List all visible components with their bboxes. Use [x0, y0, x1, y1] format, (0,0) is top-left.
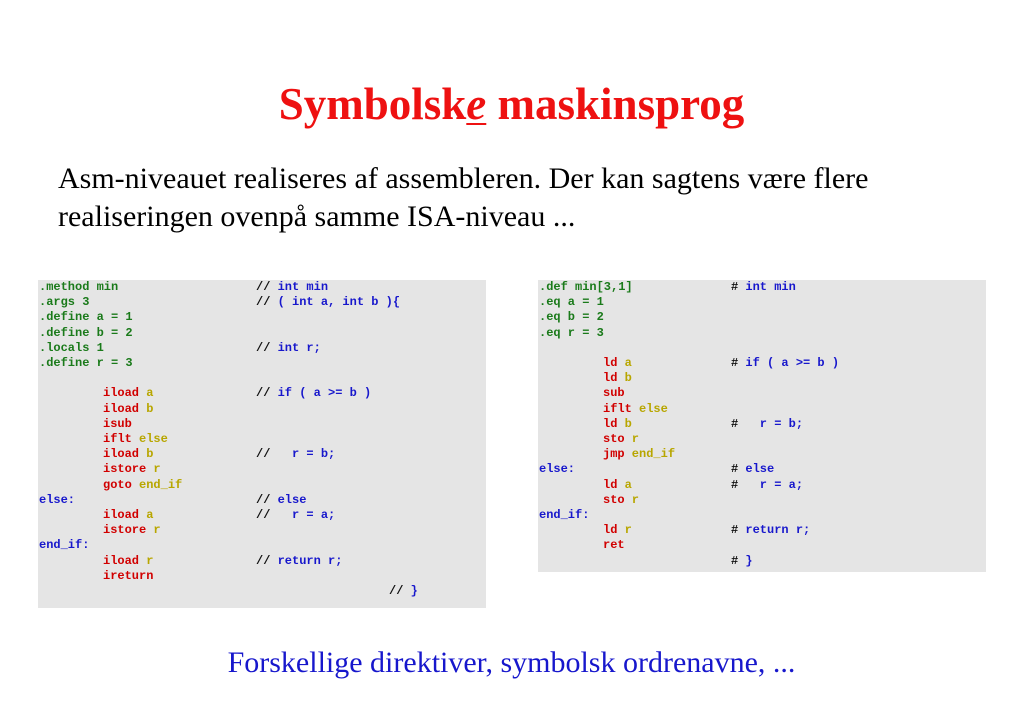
code-argument: b: [617, 416, 632, 431]
code-instruction: [103, 554, 153, 569]
code-line: [38, 478, 486, 493]
code-instruction: [103, 417, 132, 432]
code-line: [538, 310, 986, 325]
comment-text: int min: [738, 280, 796, 294]
code-instruction: [603, 386, 625, 401]
code-argument: else: [131, 432, 168, 446]
comment-text: r = a;: [738, 477, 804, 492]
comment-text: r = b;: [270, 447, 336, 462]
comment-text: }: [738, 553, 753, 568]
comment-marker: //: [389, 584, 404, 598]
code-line: [538, 554, 986, 569]
code-directive: .args 3: [39, 295, 90, 310]
code-comment: [256, 295, 400, 310]
comment-marker: //: [256, 280, 271, 294]
code-opcode: iload: [103, 401, 140, 416]
code-line: [38, 462, 486, 477]
code-instruction: [603, 447, 675, 462]
title-emphasis: e: [466, 79, 487, 129]
code-directive: .eq a = 1: [539, 295, 604, 310]
code-line: [38, 569, 486, 584]
code-opcode: iload: [103, 386, 140, 401]
code-comment: [256, 280, 328, 295]
code-argument: r: [617, 523, 632, 538]
code-line: [38, 402, 486, 417]
comment-marker: //: [256, 553, 271, 568]
code-comment: [256, 447, 335, 462]
code-comment: [389, 584, 418, 599]
code-opcode: ld: [603, 371, 618, 386]
code-argument: b: [139, 401, 154, 416]
comment-marker: //: [256, 492, 271, 507]
ijvm-code-block: [38, 280, 486, 608]
comment-text: int min: [270, 280, 329, 294]
comment-marker: //: [256, 386, 271, 401]
code-comment: [256, 341, 321, 356]
code-argument: r: [146, 462, 161, 477]
comment-marker: //: [256, 340, 271, 355]
code-argument: a: [139, 386, 154, 401]
code-opcode: goto: [103, 477, 132, 492]
code-comment: [731, 554, 753, 569]
code-argument: b: [139, 447, 154, 462]
comment-marker: //: [256, 508, 271, 522]
code-directive: .method min: [39, 280, 119, 294]
comment-marker: //: [256, 447, 271, 462]
code-line: [538, 523, 986, 538]
code-line: [538, 371, 986, 386]
code-comment: [256, 554, 342, 569]
code-opcode: ld: [603, 416, 618, 431]
code-instruction: [603, 371, 632, 386]
code-argument: r: [624, 492, 640, 507]
code-line: [38, 280, 486, 295]
comment-marker: #: [731, 553, 739, 568]
code-directive: .def min[3,1]: [539, 280, 633, 294]
code-line: [38, 310, 486, 325]
code-opcode: sto: [603, 432, 625, 446]
code-comment: [256, 508, 335, 523]
code-instruction: [103, 462, 161, 477]
code-comment: [731, 523, 810, 538]
comment-marker: #: [731, 477, 739, 492]
title-suffix: maskinsprog: [486, 79, 745, 129]
code-line: [38, 538, 486, 553]
code-line: [38, 417, 486, 432]
code-opcode: iload: [103, 447, 140, 462]
code-instruction: [103, 523, 161, 538]
code-comment: [731, 417, 803, 432]
code-label: end_if:: [39, 538, 90, 553]
code-instruction: [103, 447, 153, 462]
code-instruction: [603, 538, 625, 553]
code-line: [538, 295, 986, 310]
code-line: [38, 584, 486, 599]
code-line: [38, 432, 486, 447]
code-opcode: isub: [103, 416, 132, 431]
code-instruction: [603, 478, 632, 493]
code-line: [538, 417, 986, 432]
code-comment: [731, 462, 774, 477]
code-comment: [256, 493, 306, 508]
code-line: [38, 508, 486, 523]
code-opcode: sub: [603, 386, 625, 401]
code-instruction: [603, 356, 632, 371]
code-line: [38, 447, 486, 462]
code-line: [38, 326, 486, 341]
code-argument: a: [139, 508, 154, 522]
code-instruction: [603, 493, 639, 508]
code-line: [538, 326, 986, 341]
code-line: [38, 295, 486, 310]
comment-text: if ( a >= b ): [270, 386, 372, 401]
code-opcode: iload: [103, 553, 140, 568]
code-directive: .define a = 1: [39, 310, 133, 325]
comment-text: return r;: [270, 553, 343, 568]
code-opcode: ld: [603, 477, 618, 492]
code-argument: r: [146, 523, 161, 538]
comment-text: ( int a, int b ){: [270, 295, 401, 310]
code-opcode: ret: [603, 538, 625, 553]
comment-text: else: [738, 462, 775, 477]
code-instruction: [603, 402, 668, 417]
code-opcode: iflt: [603, 401, 632, 416]
code-directive: .define r = 3: [39, 356, 133, 370]
code-line: [538, 280, 986, 295]
code-comment: [731, 478, 803, 493]
code-opcode: istore: [103, 523, 147, 538]
code-label: else:: [39, 492, 76, 507]
code-instruction: [603, 432, 639, 447]
code-opcode: jmp: [603, 447, 625, 462]
code-argument: a: [617, 477, 632, 492]
code-line: [538, 493, 986, 508]
code-directive: .define b = 2: [39, 325, 133, 340]
comment-text: int r;: [270, 340, 321, 355]
comment-text: else: [270, 492, 307, 507]
code-line: [538, 341, 986, 356]
code-opcode: ireturn: [103, 568, 154, 583]
code-line: [538, 447, 986, 462]
code-label: else:: [539, 462, 576, 477]
comment-marker: //: [256, 295, 271, 310]
code-instruction: [603, 523, 632, 538]
comment-text: return r;: [738, 523, 811, 538]
code-opcode: iload: [103, 508, 140, 522]
comment-marker: #: [731, 416, 739, 431]
code-instruction: [103, 478, 182, 493]
code-label: end_if:: [539, 508, 590, 522]
code-line: [38, 554, 486, 569]
comment-marker: #: [731, 280, 739, 294]
code-line: [38, 493, 486, 508]
code-instruction: [103, 386, 153, 401]
code-opcode: ld: [603, 356, 618, 370]
comment-marker: #: [731, 462, 739, 477]
code-opcode: iflt: [103, 432, 132, 446]
code-opcode: istore: [103, 462, 147, 477]
code-comment: [731, 356, 839, 371]
code-line: [38, 371, 486, 386]
code-instruction: [103, 569, 153, 584]
code-argument: r: [624, 432, 640, 446]
code-instruction: [603, 417, 632, 432]
code-line: [538, 386, 986, 401]
code-directive: .eq b = 2: [539, 310, 604, 325]
code-line: [538, 462, 986, 477]
code-line: [38, 523, 486, 538]
code-line: [538, 356, 986, 371]
code-line: [38, 386, 486, 401]
code-directive: .eq r = 3: [539, 325, 604, 340]
code-line: [38, 341, 486, 356]
code-opcode: ld: [603, 523, 618, 538]
code-line: [538, 432, 986, 447]
comment-text: if ( a >= b ): [738, 356, 840, 370]
code-argument: a: [617, 356, 632, 370]
title-prefix: Symbolsk: [278, 79, 467, 129]
code-argument: else: [631, 401, 668, 416]
code-instruction: [103, 508, 153, 523]
code-argument: end_if: [624, 447, 676, 462]
comment-text: }: [403, 584, 418, 598]
comment-marker: #: [731, 523, 739, 538]
code-comment: [731, 280, 796, 295]
footer-caption: Forskellige direktiver, symbolsk ordrenavne, ...: [227, 646, 796, 679]
comment-marker: #: [731, 356, 739, 370]
intro-text: Asm-niveauet realiseres af assembleren. Der kan sagtens være flere realiseringen ovenpå samme ISA-niveau ...: [58, 162, 869, 233]
code-line: [538, 538, 986, 553]
comment-text: r = b;: [738, 416, 804, 431]
code-argument: end_if: [131, 477, 183, 492]
code-line: [538, 508, 986, 523]
mic-asm-code-block: [538, 280, 986, 572]
slide-title: [0, 78, 1023, 130]
code-line: [538, 402, 986, 417]
code-argument: r: [139, 553, 154, 568]
code-argument: b: [617, 371, 632, 386]
code-instruction: [103, 432, 168, 447]
code-line: [38, 356, 486, 371]
comment-text: r = a;: [270, 508, 336, 522]
code-instruction: [103, 402, 153, 417]
code-directive: .locals 1: [39, 340, 104, 355]
code-comment: [256, 386, 371, 401]
code-opcode: sto: [603, 492, 625, 507]
code-line: [538, 478, 986, 493]
